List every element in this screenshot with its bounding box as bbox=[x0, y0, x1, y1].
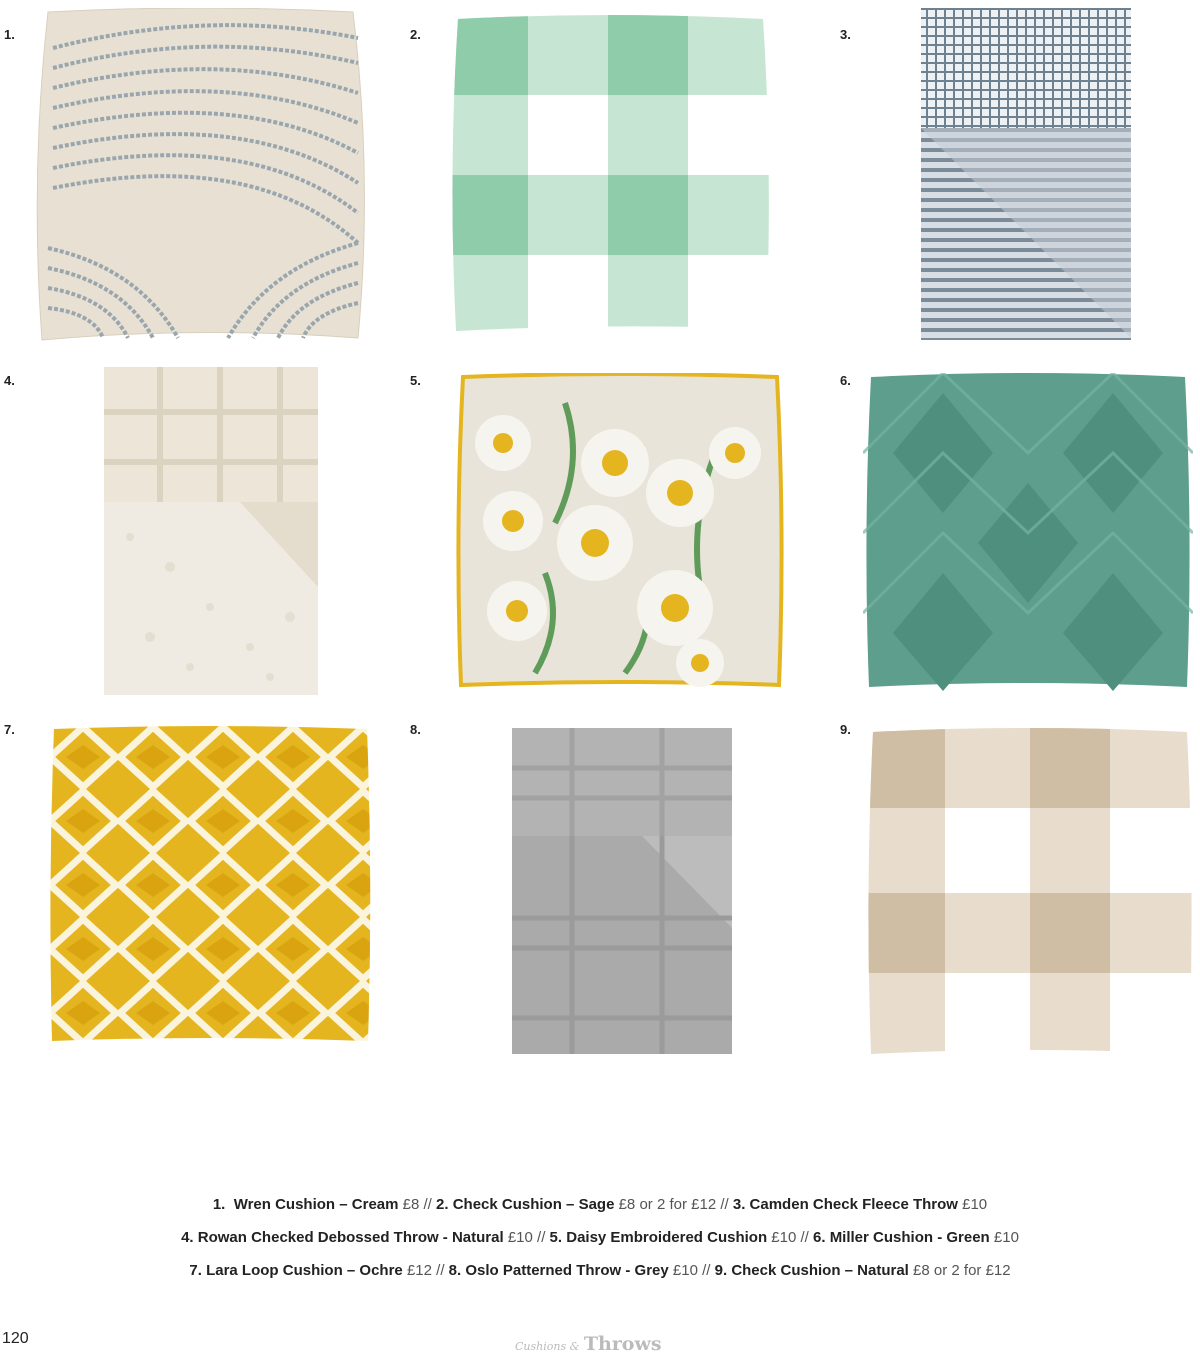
product-price: £10 bbox=[993, 1229, 1019, 1246]
caption-line-3 bbox=[0, 1254, 1200, 1287]
caption-prefix: 1. bbox=[212, 1196, 226, 1213]
item-number-7: 7. bbox=[4, 722, 15, 737]
section-title bbox=[515, 1333, 695, 1359]
separator: // bbox=[436, 1262, 445, 1279]
product-number: 6. bbox=[813, 1229, 826, 1246]
product-name: Camden Check Fleece Throw bbox=[749, 1196, 958, 1213]
product-name: Daisy Embroidered Cushion bbox=[566, 1229, 768, 1246]
item-number-1: 1. bbox=[4, 27, 15, 42]
product-price: £8 or 2 for £12 bbox=[913, 1262, 1011, 1279]
item-number-9: 9. bbox=[840, 722, 851, 737]
item-number-6: 6. bbox=[840, 373, 851, 388]
product-name: Wren Cushion – Cream bbox=[233, 1196, 399, 1213]
caption-prefix: 4. bbox=[181, 1229, 194, 1246]
product-number: 5. bbox=[549, 1229, 563, 1246]
rowan-throw-image bbox=[100, 367, 322, 697]
product-price: £10 bbox=[672, 1262, 698, 1279]
product-name: Lara Loop Cushion – Ochre bbox=[206, 1262, 403, 1279]
product-captions bbox=[0, 1188, 1200, 1287]
product-name: Rowan Checked Debossed Throw - Natural bbox=[197, 1229, 504, 1246]
separator: // bbox=[720, 1196, 729, 1213]
product-price: £8 bbox=[402, 1196, 420, 1213]
item-number-3: 3. bbox=[840, 27, 851, 42]
item-number-8: 8. bbox=[410, 722, 421, 737]
product-price: £10 bbox=[771, 1229, 797, 1246]
product-name: Miller Cushion - Green bbox=[829, 1229, 990, 1246]
separator: // bbox=[537, 1229, 546, 1246]
product-number: 3. bbox=[732, 1196, 746, 1213]
caption-line-1 bbox=[0, 1188, 1200, 1221]
product-number: 8. bbox=[448, 1262, 462, 1279]
product-name: 2. bbox=[436, 1196, 449, 1213]
caption-line-2 bbox=[0, 1221, 1200, 1254]
item-number-5: 5. bbox=[410, 373, 421, 388]
separator: // bbox=[702, 1262, 711, 1279]
natural-check-cushion-image bbox=[865, 728, 1195, 1058]
product-price: £12 bbox=[406, 1262, 432, 1279]
product-price: £10 bbox=[507, 1229, 533, 1246]
caption-prefix: 7. bbox=[189, 1262, 202, 1279]
separator: // bbox=[423, 1196, 432, 1213]
product-name: Oslo Patterned Throw - Grey bbox=[465, 1262, 669, 1279]
section-title-script: Cushions & bbox=[515, 1340, 580, 1353]
sage-check-cushion-image bbox=[448, 15, 773, 333]
lara-cushion-image bbox=[48, 725, 373, 1045]
miller-cushion-image bbox=[863, 373, 1193, 691]
item-number-2: 2. bbox=[410, 27, 421, 42]
product-number: 9. bbox=[714, 1262, 728, 1279]
page-number: 120 bbox=[2, 1330, 29, 1347]
daisy-cushion-image bbox=[455, 373, 785, 689]
wren-cushion-image bbox=[28, 8, 373, 343]
product-name: Check Cushion – Sage bbox=[452, 1196, 615, 1213]
camden-throw-image bbox=[917, 8, 1135, 340]
product-price: £8 or 2 for £12 bbox=[618, 1196, 717, 1213]
separator: // bbox=[800, 1229, 809, 1246]
product-price: £10 bbox=[962, 1196, 988, 1213]
item-number-4: 4. bbox=[4, 373, 15, 388]
section-title-bold: Throws bbox=[583, 1333, 662, 1355]
oslo-throw-image bbox=[512, 728, 732, 1056]
product-name: Check Cushion – Natural bbox=[731, 1262, 909, 1279]
